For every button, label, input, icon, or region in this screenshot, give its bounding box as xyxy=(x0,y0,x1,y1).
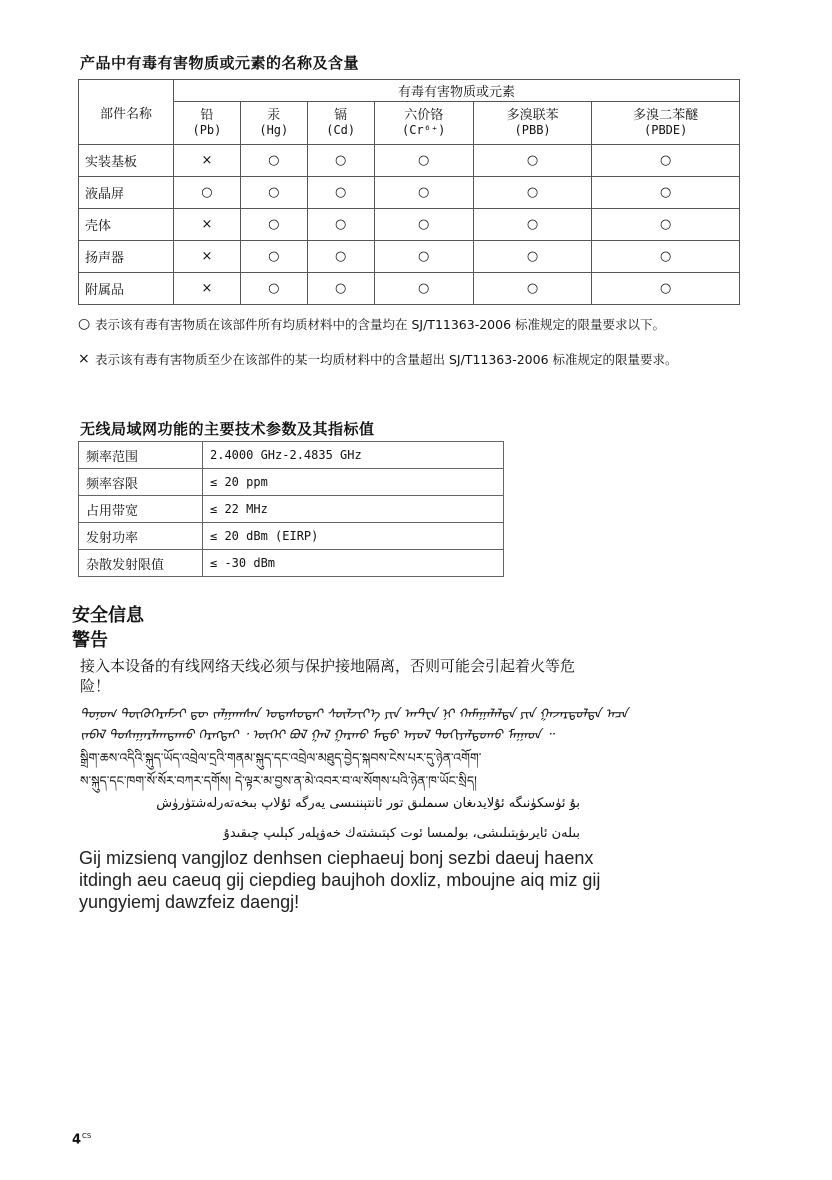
substance-mark-cell: ○ xyxy=(240,273,307,305)
element-header xyxy=(473,102,592,145)
circle-symbol: ○ xyxy=(78,316,91,332)
substance-mark-cell: ○ xyxy=(473,177,592,209)
element-header xyxy=(307,102,374,145)
hazardous-substances-table xyxy=(78,79,740,305)
warning-text-tibetan-line: སྒྲིག་ཆས་འདིའི་སྐུད་ཡོད་འབྲེལ་དྲའི་གནམ་སྐུད་དང་འབྲེལ་མཐུད་བྱེད་སྐབས་ངེས་པར་དུ་ཉེན་འགོག་ xyxy=(80,750,482,765)
substance-mark-cell: ○ xyxy=(240,241,307,273)
warning-text-tibetan-line: ས་སྐུད་དང་ཁག་སོ་སོར་བཀར་དགོས། དེ་ལྟར་མ་བྱས་ན་མེ་འབར་བ་ལ་སོགས་པའི་ཉེན་ཁ་ཡོང་སྲིད། xyxy=(80,773,477,788)
table-row xyxy=(79,177,740,209)
table-row xyxy=(79,145,740,177)
substance-mark-cell: ○ xyxy=(374,209,473,241)
substance-mark-cell: ○ xyxy=(592,177,740,209)
substance-mark-cell: ○ xyxy=(307,273,374,305)
table-row xyxy=(79,550,504,577)
substance-mark-cell: ○ xyxy=(592,145,740,177)
substance-mark-cell: ○ xyxy=(592,209,740,241)
wlan-parameters-table xyxy=(78,441,504,577)
substance-mark-cell: × xyxy=(174,145,241,177)
substance-mark-cell: ○ xyxy=(374,177,473,209)
element-header xyxy=(174,102,241,145)
element-formula: (Hg) xyxy=(259,123,289,137)
element-formula: (Cr⁶⁺) xyxy=(402,123,446,137)
parameter-name-cell: 发射功率 xyxy=(79,523,203,550)
element-formula: (PBB) xyxy=(514,123,551,137)
cross-symbol: × xyxy=(78,351,90,367)
substance-mark-cell: ○ xyxy=(592,241,740,273)
warning-text-uyghur-line: بىلەن ئايرىۋېتىلىشى، بولمىسا ئوت كېتىشتەك خەۋپلەر كېلىپ چىقىدۇ xyxy=(223,826,580,841)
note-circle-meaning xyxy=(78,317,746,332)
table-row xyxy=(79,469,504,496)
substance-mark-cell: ○ xyxy=(240,177,307,209)
part-name-cell: 附属品 xyxy=(79,273,174,305)
table-row xyxy=(79,209,740,241)
substance-mark-cell: × xyxy=(174,273,241,305)
table-row xyxy=(79,241,740,273)
substance-mark-cell: ○ xyxy=(473,273,592,305)
substance-mark-cell: ○ xyxy=(374,273,473,305)
parameter-value-cell: ≤ 20 dBm (EIRP) xyxy=(203,523,504,550)
parameter-name-cell: 频率容限 xyxy=(79,469,203,496)
note-text: 表示该有毒有害物质在该部件所有均质材料中的含量均在 SJ/T11363-2006 标准规定的限量要求以下。 xyxy=(95,317,666,332)
warning-text-chinese: 接入本设备的有线网络天线必须与保护接地隔离，否则可能会引起着火等危险！ xyxy=(80,657,576,695)
page-number xyxy=(72,1132,91,1147)
part-name-cell: 实装基板 xyxy=(79,145,174,177)
element-name: 镉 xyxy=(334,108,348,123)
parameter-name-cell: 杂散发射限值 xyxy=(79,550,203,577)
part-name-header: 部件名称 xyxy=(79,80,174,145)
hazard-section-title: 产品中有毒有害物质或元素的名称及含量 xyxy=(80,54,360,72)
substance-mark-cell: ○ xyxy=(240,145,307,177)
substance-mark-cell: ○ xyxy=(374,241,473,273)
substance-mark-cell: ○ xyxy=(473,209,592,241)
element-name: 多溴二苯醚 xyxy=(633,108,699,123)
substance-mark-cell: ○ xyxy=(307,145,374,177)
substance-mark-cell: × xyxy=(174,209,241,241)
parameter-value-cell: ≤ 22 MHz xyxy=(203,496,504,523)
warning-text-mongolian-line: ᠲᠣᠨᠣᠭ ᠲᠥᠬᠥᠭᠡᠷᠡᠮᠵᠢ ᠳᠦ ᠵᠠᠯᠭᠠᠭᠰᠠᠨ ᠤᠲᠠᠰᠤᠲᠠᠢ ᠰᠦᠯᠵᠢᠶ᠎ᠡ ᠶᠢᠨ ᠠᠨᠲ᠋ᠧᠨ ᠨᠢ ᠬᠠᠮᠠᠭᠠᠯᠠᠯᠲᠠ ᠶᠢᠨ ᠭᠠᠵᠠᠷᠳᠤᠯᠲᠠ ᠠᠴᠠ xyxy=(80,707,628,722)
element-name: 六价铬 xyxy=(404,108,444,123)
element-header xyxy=(374,102,473,145)
substance-mark-cell: ○ xyxy=(240,209,307,241)
substance-group-header: 有毒有害物质或元素 xyxy=(174,80,740,102)
parameter-value-cell: ≤ -30 dBm xyxy=(203,550,504,577)
warning-text-mongolian-line: ᠵᠠᠪᠠᠯ ᠲᠤᠰᠠᠭᠠᠷᠯᠠᠭᠳᠠᠬᠤ ᠬᠡᠷᠡᠭᠲᠡᠢ ᠂ ᠦᠭᠡᠢ ᠪᠣᠯ ᠭᠠᠯ ᠭᠠᠷᠬᠤ ᠮᠡᠲᠦ ᠠᠶᠤᠯ ᠲᠣᠬᠢᠶᠠᠯᠳᠤᠬᠤ ᠮᠠᠭᠠᠳ ᠃ xyxy=(80,728,554,743)
substance-mark-cell: ○ xyxy=(473,241,592,273)
parameter-value-cell: 2.4000 GHz-2.4835 GHz xyxy=(203,442,504,469)
table-row xyxy=(79,273,740,305)
substance-mark-cell: ○ xyxy=(174,177,241,209)
substance-mark-cell: × xyxy=(174,241,241,273)
parameter-value-cell: ≤ 20 ppm xyxy=(203,469,504,496)
table-row xyxy=(79,523,504,550)
substance-mark-cell: ○ xyxy=(307,177,374,209)
note-text: 表示该有毒有害物质至少在该部件的某一均质材料中的含量超出 SJ/T11363-2006 标准规定的限量要求。 xyxy=(95,352,678,367)
element-name: 多溴联苯 xyxy=(506,108,559,123)
substance-mark-cell: ○ xyxy=(307,241,374,273)
table-row xyxy=(79,496,504,523)
element-header xyxy=(592,102,740,145)
substance-mark-cell: ○ xyxy=(307,209,374,241)
element-formula: (Cd) xyxy=(326,123,356,137)
warning-heading: 警告 xyxy=(72,630,108,651)
part-name-cell: 壳体 xyxy=(79,209,174,241)
element-formula: (Pb) xyxy=(192,123,222,137)
substance-mark-cell: ○ xyxy=(592,273,740,305)
part-name-cell: 液晶屏 xyxy=(79,177,174,209)
note-cross-meaning xyxy=(78,352,746,367)
substance-mark-cell: ○ xyxy=(473,145,592,177)
warning-text-uyghur-line: بۇ ئۈسكۈنىگە ئۇلايدىغان سىملىق تور ئانتېننىسى يەرگە ئۇلاپ بىخەتەرلەشتۈرۈش xyxy=(156,796,580,811)
element-name: 汞 xyxy=(267,108,281,123)
page-number-value: 4 xyxy=(72,1132,82,1148)
substance-mark-cell: ○ xyxy=(374,145,473,177)
part-name-cell: 扬声器 xyxy=(79,241,174,273)
wlan-section-title: 无线局域网功能的主要技术参数及其指标值 xyxy=(80,420,375,438)
table-row xyxy=(79,442,504,469)
warning-text-zhuang: Gij mizsienq vangjloz denhsen ciephaeuj bonj sezbi daeuj haenx itdingh aeu caeuq gij ciepdieg baujhoh doxliz, mboujne aiq miz gij yungyiemj dawzfeiz daengj! xyxy=(79,848,601,912)
language-code: CS xyxy=(82,1132,92,1140)
element-name: 铅 xyxy=(200,108,214,123)
parameter-name-cell: 占用带宽 xyxy=(79,496,203,523)
safety-info-heading: 安全信息 xyxy=(72,605,144,626)
element-header xyxy=(240,102,307,145)
parameter-name-cell: 频率范围 xyxy=(79,442,203,469)
element-formula: (PBDE) xyxy=(644,123,688,137)
